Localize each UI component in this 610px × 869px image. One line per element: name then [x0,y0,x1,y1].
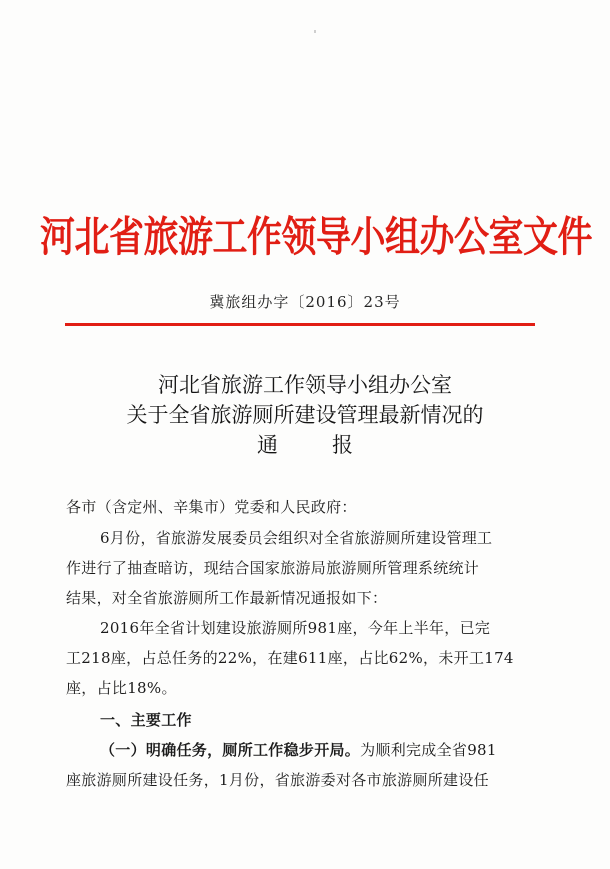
red-divider-line [65,323,535,326]
document-header-title: 河北省旅游工作领导小组办公室文件 [40,214,593,262]
subsection-1-line-1 [100,739,546,760]
notice-title-line-2: 关于全省旅游厕所建设管理最新情况的 [126,403,484,427]
paragraph-1-line-3: 结果，对全省旅游厕所工作最新情况通报如下： [66,589,388,607]
paragraph-2-line-1: 2016年全省计划建设旅游厕所981座，今年上半年，已完 [100,619,491,637]
subsection-1-rest: 为顺利完成全省981 [360,741,497,759]
document-number: 冀旅组办字〔2016〕23号 [209,293,401,311]
paragraph-2-line-3: 座，占比18%。 [66,679,177,697]
paragraph-2-line-2: 工218座，占总任务的22%，在建611座，占比62%，未开工174 [66,649,514,667]
notice-title-line-1: 河北省旅游工作领导小组办公室 [158,373,452,397]
subsection-1-line-2: 座旅游厕所建设任务，1月份，省旅游委对各市旅游厕所建设任 [66,771,489,789]
notice-title-line-3 [0,429,610,459]
paragraph-1-line-2: 作进行了抽查暗访，现结合国家旅游局旅游厕所管理系统统计 [66,559,480,577]
salutation: 各市（含定州、辛集市）党委和人民政府： [66,498,357,516]
subsection-1-lead: （一）明确任务，厕所工作稳步开局。 [100,741,361,759]
scan-speck [314,30,316,33]
notice-title-char-1: 通 [257,433,278,457]
notice-title-char-2: 报 [332,433,353,457]
paragraph-1-line-1: 6月份，省旅游发展委员会组织对全省旅游厕所建设管理工 [100,529,493,547]
section-heading: 一、主要工作 [100,711,192,729]
